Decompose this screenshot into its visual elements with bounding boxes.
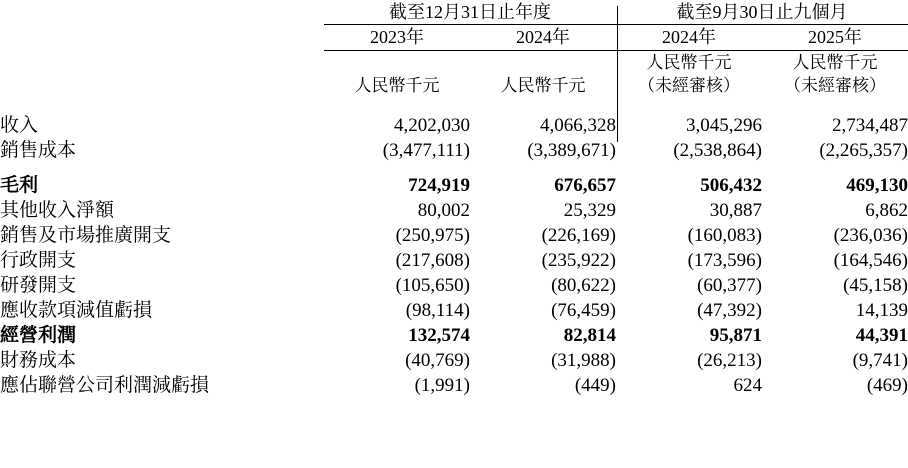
spacer-cell (470, 97, 616, 113)
row-label: 應收款項減值虧損 (0, 300, 153, 321)
row-value-3: 2,734,487 (832, 115, 908, 136)
row-value-3: 14,139 (855, 300, 908, 321)
header-unit-3-line1: 人民幣千元 (792, 53, 878, 72)
row-value-2: 624 (733, 375, 762, 396)
row-value-2: (26,213) (697, 350, 762, 371)
table-row (0, 248, 908, 273)
table-spacer-row (0, 163, 908, 173)
row-value-1: 676,657 (554, 175, 616, 196)
header-year-0: 2023年 (370, 27, 424, 47)
header-unit-2 (616, 51, 762, 98)
header-unit-3-line2: （未經審核） (784, 76, 886, 95)
row-value-2: 30,887 (709, 200, 762, 221)
row-label: 行政開支 (0, 250, 77, 271)
row-value-1: 82,814 (563, 325, 616, 346)
row-label: 毛利 (0, 175, 39, 196)
row-value-2: (173,596) (687, 250, 762, 271)
row-value-0: (105,650) (395, 275, 470, 296)
spacer-cell (0, 163, 324, 173)
table-row (0, 138, 908, 163)
header-group-ninemonths: 截至9月30日止九個月 (616, 0, 908, 25)
table-row (0, 323, 908, 348)
row-value-0: 724,919 (408, 175, 470, 196)
row-value-0: (217,608) (395, 250, 470, 271)
table-row (0, 198, 908, 223)
row-label: 應佔聯營公司利潤減虧損 (0, 375, 210, 396)
header-year-3: 2025年 (808, 27, 862, 47)
table-row (0, 298, 908, 323)
row-value-3: 6,862 (865, 200, 908, 221)
table-row (0, 373, 908, 398)
row-value-2: (47,392) (697, 300, 762, 321)
spacer-cell (470, 163, 616, 173)
header-unit-1-line1: 人民幣千元 (500, 76, 586, 95)
spacer-cell (324, 163, 470, 173)
table-row (0, 348, 908, 373)
spacer-cell (324, 97, 470, 113)
row-value-1: (76,459) (551, 300, 616, 321)
row-value-1: (80,622) (551, 275, 616, 296)
row-value-3: 44,391 (855, 325, 908, 346)
header-spacer-row (0, 97, 908, 113)
spacer-cell (762, 163, 908, 173)
row-value-3: (236,036) (833, 225, 908, 246)
row-value-3: (45,158) (843, 275, 908, 296)
row-value-2: (2,538,864) (673, 140, 762, 161)
row-value-1: 25,329 (563, 200, 616, 221)
table-row (0, 173, 908, 198)
header-group-row (0, 0, 908, 25)
row-value-1: (449) (574, 375, 616, 396)
row-value-2: 506,432 (700, 175, 762, 196)
table-row (0, 113, 908, 138)
row-value-1: (235,922) (541, 250, 616, 271)
header-year-1: 2024年 (516, 27, 570, 47)
row-value-2: (160,083) (687, 225, 762, 246)
row-value-1: (226,169) (541, 225, 616, 246)
row-value-1: (31,988) (551, 350, 616, 371)
row-value-0: (3,477,111) (382, 140, 470, 161)
row-label: 其他收入淨額 (0, 200, 115, 221)
row-value-0: 80,002 (417, 200, 470, 221)
row-value-3: (9,741) (852, 350, 908, 371)
row-value-3: (469) (866, 375, 908, 396)
row-value-1: 4,066,328 (540, 115, 616, 136)
spacer-cell (0, 97, 324, 113)
row-value-2: 95,871 (709, 325, 762, 346)
header-year-blank (0, 25, 324, 50)
header-year-row (0, 25, 908, 50)
header-unit-3 (762, 51, 908, 98)
header-group-annual: 截至12月31日止年度 (324, 0, 616, 25)
header-unit-2-line2: （未經審核） (638, 76, 740, 95)
row-label: 銷售及市場推廣開支 (0, 225, 172, 246)
row-value-3: (2,265,357) (819, 140, 908, 161)
row-value-0: 4,202,030 (394, 115, 470, 136)
spacer-cell (616, 97, 762, 113)
spacer-cell (762, 97, 908, 113)
row-value-3: (164,546) (833, 250, 908, 271)
spacer-cell (616, 163, 762, 173)
row-label: 銷售成本 (0, 140, 77, 161)
row-value-2: (60,377) (697, 275, 762, 296)
row-label: 經營利潤 (0, 325, 77, 346)
header-corner-cell (0, 0, 324, 25)
header-unit-1 (470, 51, 616, 98)
row-label: 研發開支 (0, 275, 77, 296)
header-unit-0 (324, 51, 470, 98)
row-value-0: (250,975) (395, 225, 470, 246)
row-value-0: 132,574 (408, 325, 470, 346)
table-row (0, 273, 908, 298)
row-label: 財務成本 (0, 350, 77, 371)
row-value-0: (40,769) (405, 350, 470, 371)
table-body (0, 113, 908, 398)
table-row (0, 223, 908, 248)
row-value-0: (1,991) (414, 375, 470, 396)
header-column-divider (617, 6, 618, 142)
header-unit-2-line1: 人民幣千元 (646, 53, 732, 72)
header-unit-blank (0, 51, 324, 98)
row-value-3: 469,130 (846, 175, 908, 196)
row-value-0: (98,114) (405, 300, 470, 321)
header-unit-0-line1: 人民幣千元 (354, 76, 440, 95)
row-value-2: 3,045,296 (686, 115, 762, 136)
header-year-2: 2024年 (662, 27, 716, 47)
row-value-1: (3,389,671) (527, 140, 616, 161)
row-label: 收入 (0, 115, 39, 136)
header-unit-row (0, 51, 908, 98)
